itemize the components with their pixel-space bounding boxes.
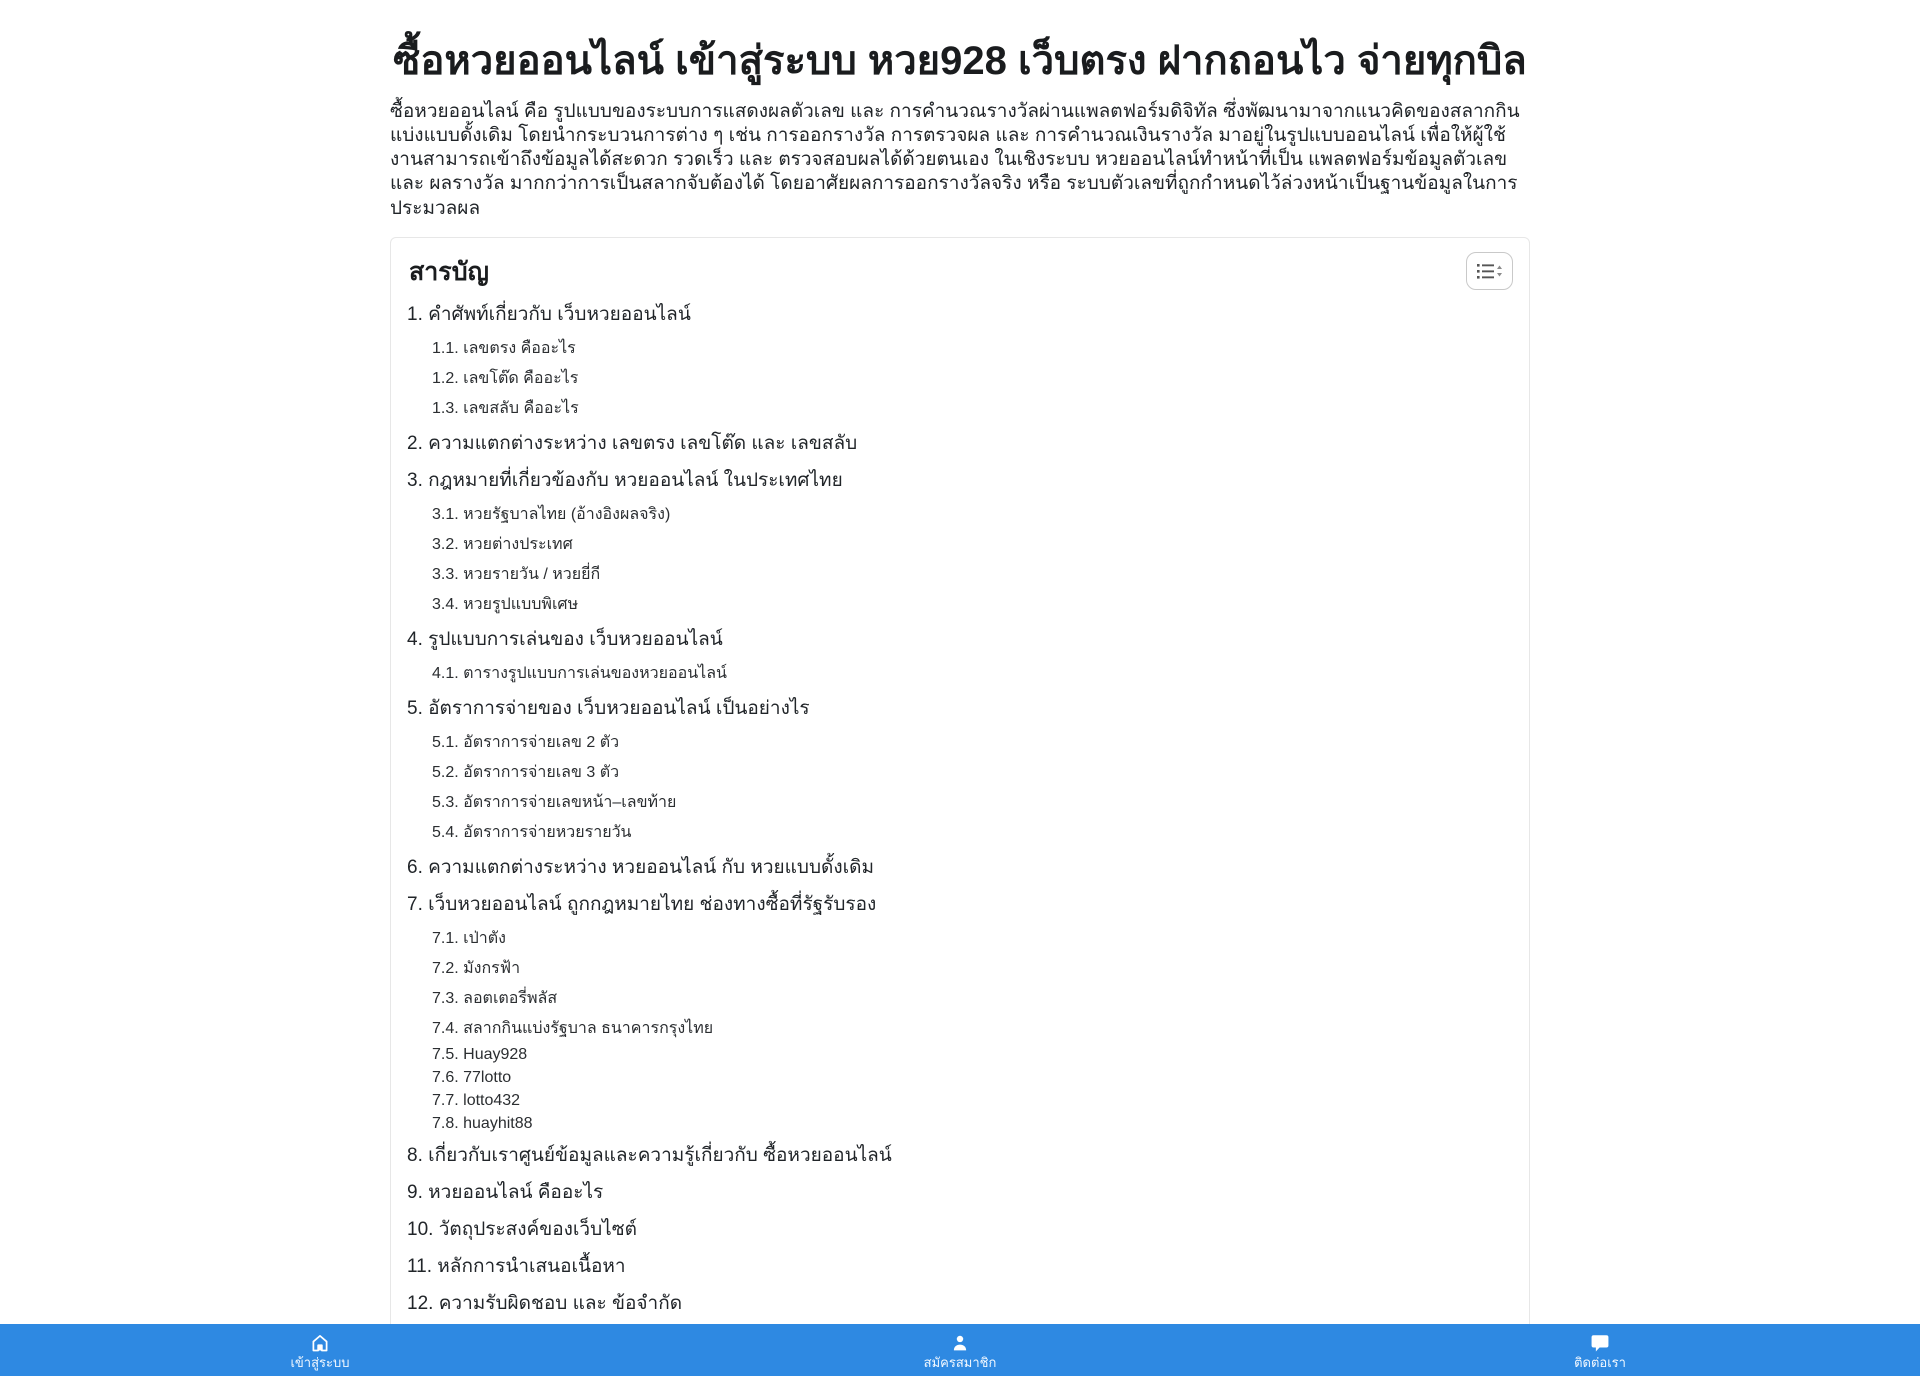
toc-item[interactable]: 1.1. เลขตรง คืออะไร: [432, 339, 576, 357]
toc-item[interactable]: 3.4. หวยรูปแบบพิเศษ: [432, 595, 579, 613]
toc-item[interactable]: 3.1. หวยรัฐบาลไทย (อ้างอิงผลจริง): [432, 505, 671, 523]
toc-item[interactable]: 3.2. หวยต่างประเทศ: [432, 535, 573, 553]
toc-item[interactable]: 7.5. Huay928: [432, 1045, 528, 1063]
toc-item[interactable]: 4.1. ตารางรูปแบบการเล่นของหวยออนไลน์: [432, 664, 727, 682]
toc-item[interactable]: 12. ความรับผิดชอบ และ ข้อจำกัด: [407, 1292, 683, 1314]
nav-item-label: สมัครสมาชิก: [923, 1354, 997, 1370]
toc-item[interactable]: 9. หวยออนไลน์ คืออะไร: [407, 1181, 604, 1203]
page-title: ซื้อหวยออนไลน์ เข้าสู่ระบบ หวย928 เว็บตรง ฝากถอนไว จ่ายทุกบิล: [393, 39, 1527, 83]
nav-item-contact[interactable]: [1280, 1324, 1920, 1376]
user-icon: [949, 1332, 971, 1354]
toc-toggle-icon: [1476, 261, 1503, 281]
toc-title: สารบัญ: [409, 257, 489, 286]
toc-item[interactable]: 7.7. lotto432: [432, 1091, 521, 1109]
nav-item-label: เข้าสู่ระบบ: [290, 1354, 350, 1370]
nav-item-label: ติดต่อเรา: [1574, 1354, 1626, 1370]
toc-item[interactable]: 5.3. อัตราการจ่ายเลขหน้า–เลขท้าย: [432, 793, 677, 811]
nav-item-register[interactable]: [640, 1324, 1280, 1376]
toc-item[interactable]: 7.2. มังกรฟ้า: [432, 959, 521, 977]
toc-item[interactable]: 5.2. อัตราการจ่ายเลข 3 ตัว: [432, 763, 620, 781]
toc-item[interactable]: 7. เว็บหวยออนไลน์ ถูกกฎหมายไทย ช่องทางซื้อที่รัฐรับรอง: [407, 893, 877, 915]
toc-item[interactable]: 7.6. 77lotto: [432, 1068, 512, 1086]
toc-item[interactable]: 5.4. อัตราการจ่ายหวยรายวัน: [432, 823, 632, 841]
toc-item[interactable]: 2. ความแตกต่างระหว่าง เลขตรง เลขโต๊ด และ เลขสลับ: [407, 432, 858, 454]
toc-item[interactable]: 1.2. เลขโต๊ด คืออะไร: [432, 369, 579, 387]
toc-item[interactable]: 7.8. huayhit88: [432, 1114, 533, 1132]
intro-paragraph: ซื้อหวยออนไลน์ คือ รูปแบบของระบบการแสดงผลตัวเลข และ การคำนวณรางวัลผ่านแพลตฟอร์มดิจิทัล ซึ่งพัฒนามาจากแนวคิดของสลากกินแบ่งแบบดั้งเดิม โดยนำกระบวนการต่าง ๆ เช่น การออกรางวัล การตรวจผล และ การคำนวณเงินรางวัล มาอยู่ในรูปแบบออนไลน์ เพื่อให้ผู้ใช้งานสามารถเข้าถึงข้อมูลได้สะดวก รวดเร็ว และ ตรวจสอบผลได้ด้วยตนเอง ในเชิงระบบ หวยออนไลน์ทำหน้าที่เป็น แพลตฟอร์มข้อมูลตัวเลข และ ผลรางวัล มากกว่าการเป็นสลากจับต้องได้ โดยอาศัยผลการออกรางวัลจริง หรือ ระบบตัวเลขที่ถูกกำหนดไว้ล่วงหน้าเป็นฐานข้อมูลในการประมวลผล: [390, 101, 1520, 219]
toc-item[interactable]: 3.3. หวยรายวัน / หวยยี่กี: [432, 565, 601, 583]
toc-item[interactable]: 8. เกี่ยวกับเราศูนย์ข้อมูลและความรู้เกี่ยวกับ ซื้อหวยออนไลน์: [407, 1144, 892, 1166]
toc-list: [407, 299, 1513, 1350]
toc-item[interactable]: 5.1. อัตราการจ่ายเลข 2 ตัว: [432, 733, 620, 751]
toc-item[interactable]: 3. กฎหมายที่เกี่ยวข้องกับ หวยออนไลน์ ในประเทศไทย: [407, 469, 843, 491]
bottom-nav: [0, 1324, 1920, 1376]
toc-box: [390, 237, 1530, 1376]
toc-item[interactable]: 1. คำศัพท์เกี่ยวกับ เว็บหวยออนไลน์: [407, 303, 691, 325]
toc-item[interactable]: 4. รูปแบบการเล่นของ เว็บหวยออนไลน์: [407, 628, 723, 650]
toc-item[interactable]: 11. หลักการนำเสนอเนื้อหา: [407, 1255, 626, 1277]
toc-item[interactable]: 5. อัตราการจ่ายของ เว็บหวยออนไลน์ เป็นอย่างไร: [407, 697, 810, 719]
toc-item[interactable]: 1.3. เลขสลับ คืออะไร: [432, 399, 579, 417]
chat-icon: [1589, 1332, 1611, 1354]
toc-item[interactable]: 10. วัตถุประสงค์ของเว็บไซต์: [407, 1218, 637, 1240]
page: [390, 0, 1530, 1376]
toc-item[interactable]: 6. ความแตกต่างระหว่าง หวยออนไลน์ กับ หวยแบบดั้งเดิม: [407, 856, 875, 878]
home-icon: [309, 1332, 331, 1354]
toc-item[interactable]: 7.4. สลากกินแบ่งรัฐบาล ธนาคารกรุงไทย: [432, 1019, 714, 1037]
nav-item-login[interactable]: [0, 1324, 640, 1376]
toc-item[interactable]: 7.1. เป่าตัง: [432, 929, 506, 947]
toc-header: [407, 252, 1513, 292]
toc-toggle-button[interactable]: [1466, 252, 1513, 290]
toc-item[interactable]: 7.3. ลอตเตอรี่พลัส: [432, 989, 558, 1007]
